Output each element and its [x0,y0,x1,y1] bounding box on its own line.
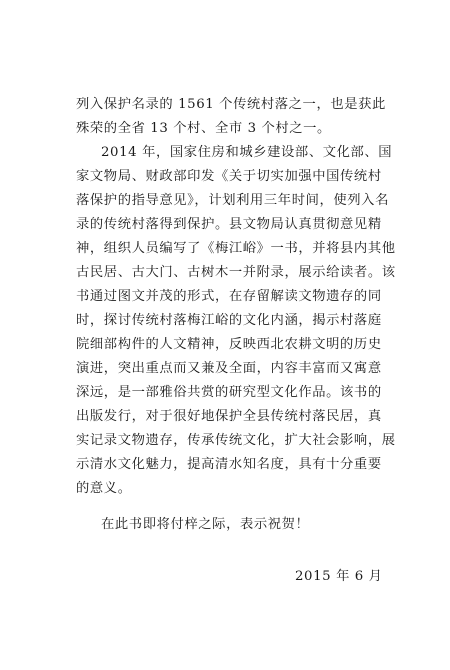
paragraph-line-14: 示清水文化魅力，提高清水知名度，具有十分重要 [76,457,382,472]
intro-line-1: 列入保护名录的 1561 个传统村落之一，也是获此 [76,97,386,112]
paragraph-line-5: 神，组织人员编写了《梅江峪》一书，并将县内其他 [76,241,396,256]
closing-line: 在此书即将付梓之际，表示祝贺！ [101,517,310,532]
paragraph-line-8: 时，探讨传统村落梅江峪的文化内涵，揭示村落庭 [76,313,382,328]
paragraph-line-12: 出版发行，对于很好地保护全县传统村落民居，真 [76,409,382,424]
paragraph-line-11: 深远，是一部雅俗共赏的研究型文化作品。该书的 [76,385,382,400]
paragraph-line-1: 2014 年，国家住房和城乡建设部、文化部、国 [101,145,393,160]
paragraph-line-13: 实记录文物遗存，传承传统文化，扩大社会影响，展 [76,433,396,448]
paragraph-line-4: 录的传统村落得到保护。县文物局认真贯彻意见精 [76,217,382,232]
paragraph-line-15: 的意义。 [76,481,132,496]
document-date: 2015 年 6 月 [295,569,383,584]
paragraph-line-9: 院细部构件的人文精神，反映西北农耕文明的历史 [76,337,382,352]
paragraph-line-7: 书通过图文并茂的形式，在存留解读文物遗存的同 [76,289,382,304]
paragraph-line-10: 演进，突出重点而又兼及全面，内容丰富而又寓意 [76,361,382,376]
paragraph-line-6: 古民居、古大门、古树木一并附录，展示给读者。该 [76,265,396,280]
paragraph-line-2: 家文物局、财政部印发《关于切实加强中国传统村 [76,169,382,184]
paragraph-line-3: 落保护的指导意见》，计划利用三年时间，使列入名 [76,193,389,208]
intro-line-2: 殊荣的全省 13 个村、全市 3 个村之一。 [76,121,331,136]
